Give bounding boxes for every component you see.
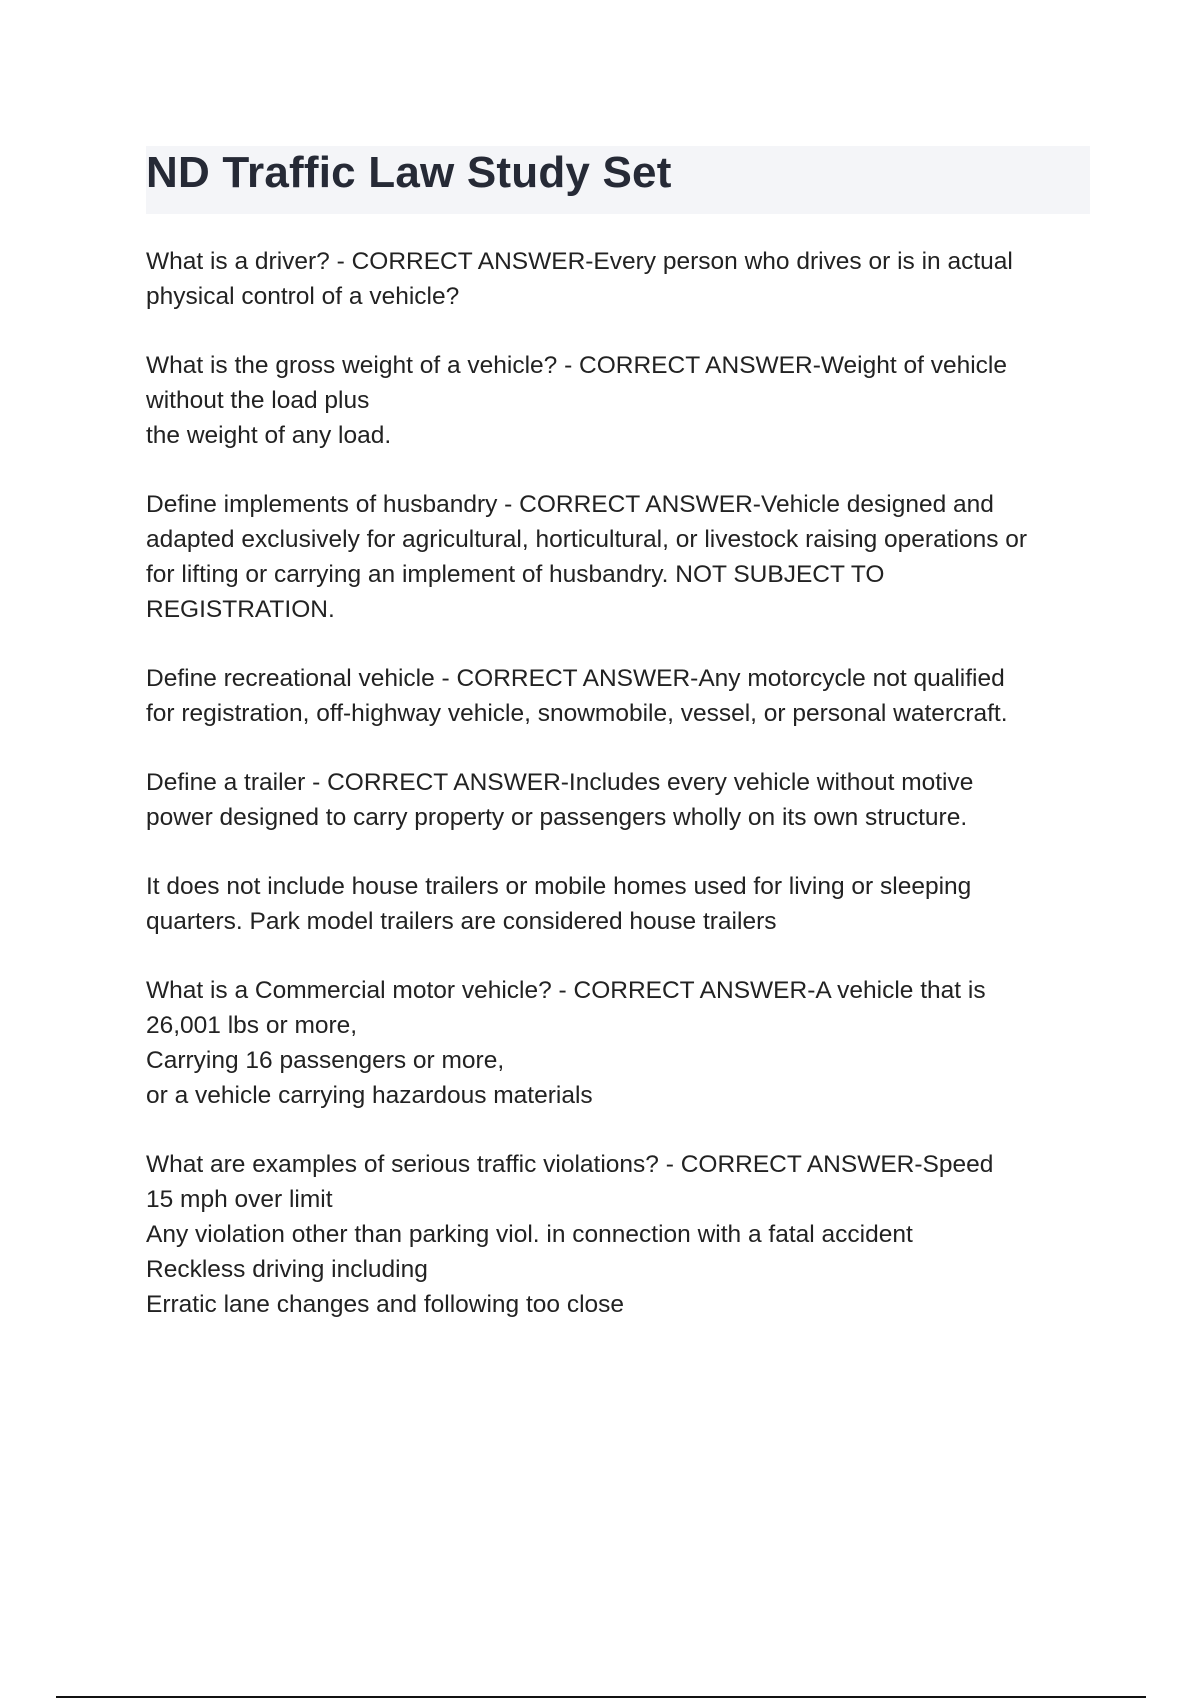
text-line: What are examples of serious traffic violations? - CORRECT ANSWER-Speed xyxy=(146,1151,994,1178)
text-line: 15 mph over limit xyxy=(146,1186,333,1213)
qa-entry-trailer xyxy=(146,765,1096,835)
text-line: Define recreational vehicle - CORRECT ANSWER-Any motorcycle not qualified xyxy=(146,665,1005,692)
text-line: What is a Commercial motor vehicle? - CORRECT ANSWER-A vehicle that is xyxy=(146,977,986,1004)
qa-entry-implements-of-husbandry xyxy=(146,487,1096,627)
text-line: or a vehicle carrying hazardous materials xyxy=(146,1082,593,1109)
text-line: for lifting or carrying an implement of husbandry. NOT SUBJECT TO xyxy=(146,561,885,588)
qa-entry-commercial-motor-vehicle xyxy=(146,973,1096,1113)
qa-entry-recreational-vehicle xyxy=(146,661,1096,731)
text-line: power designed to carry property or passengers wholly on its own structure. xyxy=(146,804,968,831)
qa-entry-driver xyxy=(146,244,1096,314)
qa-entry-trailer-note xyxy=(146,869,1096,939)
text-line: Any violation other than parking viol. in connection with a fatal accident xyxy=(146,1221,913,1248)
title-band xyxy=(146,146,1090,214)
page-bottom-divider xyxy=(56,1696,1146,1698)
text-line: Erratic lane changes and following too close xyxy=(146,1291,625,1318)
text-line: Define implements of husbandry - CORRECT ANSWER-Vehicle designed and xyxy=(146,491,994,518)
qa-entry-serious-violations xyxy=(146,1147,1096,1322)
text-line: physical control of a vehicle? xyxy=(146,283,460,310)
text-line: REGISTRATION. xyxy=(146,596,335,623)
text-line: the weight of any load. xyxy=(146,422,392,449)
text-line: Define a trailer - CORRECT ANSWER-Includes every vehicle without motive xyxy=(146,769,974,796)
text-line: It does not include house trailers or mobile homes used for living or sleeping xyxy=(146,873,972,900)
text-line: Carrying 16 passengers or more, xyxy=(146,1047,505,1074)
text-line: What is the gross weight of a vehicle? - CORRECT ANSWER-Weight of vehicle xyxy=(146,352,1007,379)
text-line: What is a driver? - CORRECT ANSWER-Every person who drives or is in actual xyxy=(146,248,1013,275)
qa-list xyxy=(146,244,1096,1356)
text-line: without the load plus xyxy=(146,387,370,414)
qa-entry-gross-weight xyxy=(146,348,1096,453)
text-line: 26,001 lbs or more, xyxy=(146,1012,358,1039)
text-line: Reckless driving including xyxy=(146,1256,428,1283)
text-line: for registration, off-highway vehicle, snowmobile, vessel, or personal watercraft. xyxy=(146,700,1008,727)
text-line: adapted exclusively for agricultural, horticultural, or livestock raising operations or xyxy=(146,526,1028,553)
page-title: ND Traffic Law Study Set xyxy=(146,148,672,197)
text-line: quarters. Park model trailers are considered house trailers xyxy=(146,908,777,935)
